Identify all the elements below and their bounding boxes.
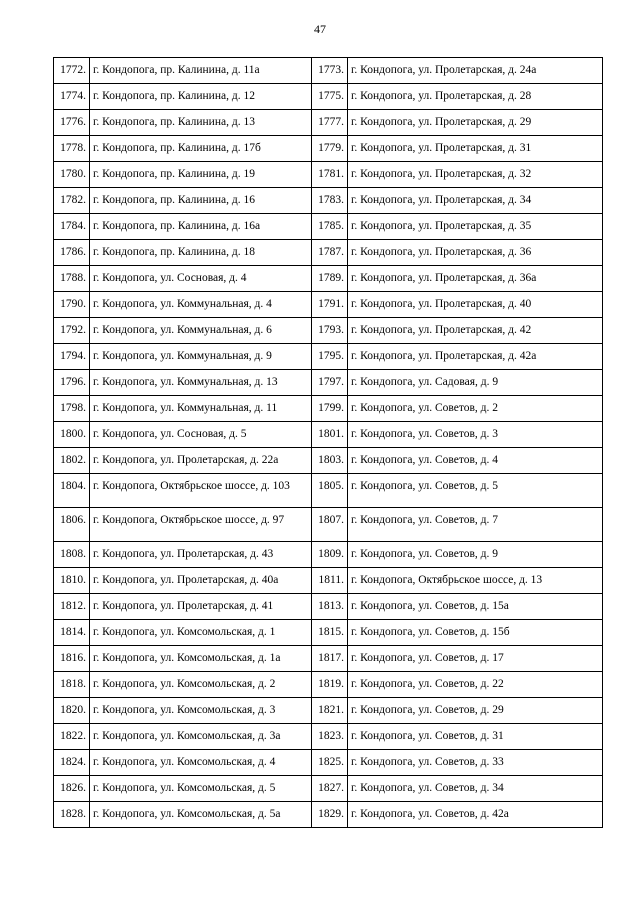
row-number-left: 1792. bbox=[54, 318, 90, 344]
table-row bbox=[54, 292, 603, 318]
address-right: г. Кондопога, ул. Советов, д. 3 bbox=[348, 422, 603, 448]
address-left: г. Кондопога, ул. Пролетарская, д. 40а bbox=[90, 568, 312, 594]
table-row bbox=[54, 542, 603, 568]
address-right: г. Кондопога, ул. Пролетарская, д. 32 bbox=[348, 162, 603, 188]
table-row bbox=[54, 266, 603, 292]
address-left: г. Кондопога, пр. Калинина, д. 11а bbox=[90, 58, 312, 84]
row-number-left: 1804. bbox=[54, 474, 90, 508]
address-left: г. Кондопога, ул. Коммунальная, д. 6 bbox=[90, 318, 312, 344]
row-number-left: 1812. bbox=[54, 594, 90, 620]
table-row bbox=[54, 568, 603, 594]
address-right: г. Кондопога, ул. Советов, д. 5 bbox=[348, 474, 603, 508]
row-number-left: 1774. bbox=[54, 84, 90, 110]
table-row bbox=[54, 724, 603, 750]
row-number-right: 1809. bbox=[312, 542, 348, 568]
address-left: г. Кондопога, ул. Комсомольская, д. 5 bbox=[90, 776, 312, 802]
row-number-left: 1798. bbox=[54, 396, 90, 422]
address-right: г. Кондопога, ул. Советов, д. 42а bbox=[348, 802, 603, 828]
row-number-right: 1801. bbox=[312, 422, 348, 448]
address-right: г. Кондопога, ул. Пролетарская, д. 24а bbox=[348, 58, 603, 84]
address-right: г. Кондопога, Октябрьское шоссе, д. 13 bbox=[348, 568, 603, 594]
address-left: г. Кондопога, пр. Калинина, д. 17б bbox=[90, 136, 312, 162]
address-right: г. Кондопога, ул. Пролетарская, д. 31 bbox=[348, 136, 603, 162]
address-left: г. Кондопога, ул. Коммунальная, д. 11 bbox=[90, 396, 312, 422]
address-right: г. Кондопога, ул. Пролетарская, д. 40 bbox=[348, 292, 603, 318]
row-number-left: 1816. bbox=[54, 646, 90, 672]
row-number-right: 1793. bbox=[312, 318, 348, 344]
table-row bbox=[54, 750, 603, 776]
row-number-right: 1775. bbox=[312, 84, 348, 110]
row-number-right: 1779. bbox=[312, 136, 348, 162]
table-row bbox=[54, 508, 603, 542]
row-number-left: 1778. bbox=[54, 136, 90, 162]
row-number-right: 1803. bbox=[312, 448, 348, 474]
address-right: г. Кондопога, ул. Советов, д. 9 bbox=[348, 542, 603, 568]
row-number-left: 1782. bbox=[54, 188, 90, 214]
address-table-body bbox=[54, 58, 603, 828]
table-row bbox=[54, 646, 603, 672]
address-left: г. Кондопога, ул. Коммунальная, д. 13 bbox=[90, 370, 312, 396]
address-right: г. Кондопога, ул. Пролетарская, д. 28 bbox=[348, 84, 603, 110]
row-number-left: 1818. bbox=[54, 672, 90, 698]
address-left: г. Кондопога, ул. Сосновая, д. 5 bbox=[90, 422, 312, 448]
row-number-right: 1819. bbox=[312, 672, 348, 698]
address-right: г. Кондопога, ул. Советов, д. 34 bbox=[348, 776, 603, 802]
table-row bbox=[54, 672, 603, 698]
row-number-left: 1790. bbox=[54, 292, 90, 318]
address-left: г. Кондопога, Октябрьское шоссе, д. 97 bbox=[90, 508, 312, 542]
row-number-right: 1813. bbox=[312, 594, 348, 620]
address-left: г. Кондопога, ул. Пролетарская, д. 22а bbox=[90, 448, 312, 474]
row-number-left: 1802. bbox=[54, 448, 90, 474]
row-number-left: 1814. bbox=[54, 620, 90, 646]
row-number-right: 1795. bbox=[312, 344, 348, 370]
row-number-right: 1773. bbox=[312, 58, 348, 84]
row-number-right: 1805. bbox=[312, 474, 348, 508]
row-number-right: 1797. bbox=[312, 370, 348, 396]
table-row bbox=[54, 214, 603, 240]
row-number-left: 1788. bbox=[54, 266, 90, 292]
address-right: г. Кондопога, ул. Пролетарская, д. 36 bbox=[348, 240, 603, 266]
address-left: г. Кондопога, ул. Комсомольская, д. 5а bbox=[90, 802, 312, 828]
address-right: г. Кондопога, ул. Советов, д. 7 bbox=[348, 508, 603, 542]
address-right: г. Кондопога, ул. Садовая, д. 9 bbox=[348, 370, 603, 396]
address-right: г. Кондопога, ул. Пролетарская, д. 34 bbox=[348, 188, 603, 214]
address-left: г. Кондопога, ул. Комсомольская, д. 3 bbox=[90, 698, 312, 724]
row-number-right: 1811. bbox=[312, 568, 348, 594]
row-number-left: 1772. bbox=[54, 58, 90, 84]
table-row bbox=[54, 802, 603, 828]
address-left: г. Кондопога, ул. Пролетарская, д. 41 bbox=[90, 594, 312, 620]
row-number-right: 1783. bbox=[312, 188, 348, 214]
row-number-right: 1777. bbox=[312, 110, 348, 136]
table-row bbox=[54, 594, 603, 620]
row-number-left: 1806. bbox=[54, 508, 90, 542]
row-number-left: 1808. bbox=[54, 542, 90, 568]
address-left: г. Кондопога, Октябрьское шоссе, д. 103 bbox=[90, 474, 312, 508]
page-number: 47 bbox=[314, 22, 326, 36]
address-left: г. Кондопога, ул. Комсомольская, д. 2 bbox=[90, 672, 312, 698]
row-number-left: 1794. bbox=[54, 344, 90, 370]
table-row bbox=[54, 448, 603, 474]
address-left: г. Кондопога, пр. Калинина, д. 19 bbox=[90, 162, 312, 188]
address-right: г. Кондопога, ул. Советов, д. 15б bbox=[348, 620, 603, 646]
address-right: г. Кондопога, ул. Пролетарская, д. 36а bbox=[348, 266, 603, 292]
row-number-left: 1820. bbox=[54, 698, 90, 724]
row-number-right: 1817. bbox=[312, 646, 348, 672]
address-right: г. Кондопога, ул. Пролетарская, д. 42а bbox=[348, 344, 603, 370]
address-right: г. Кондопога, ул. Советов, д. 17 bbox=[348, 646, 603, 672]
row-number-right: 1821. bbox=[312, 698, 348, 724]
row-number-right: 1807. bbox=[312, 508, 348, 542]
row-number-right: 1785. bbox=[312, 214, 348, 240]
row-number-left: 1810. bbox=[54, 568, 90, 594]
row-number-right: 1799. bbox=[312, 396, 348, 422]
table-row bbox=[54, 318, 603, 344]
address-right: г. Кондопога, ул. Советов, д. 22 bbox=[348, 672, 603, 698]
row-number-right: 1791. bbox=[312, 292, 348, 318]
address-left: г. Кондопога, пр. Калинина, д. 18 bbox=[90, 240, 312, 266]
address-left: г. Кондопога, ул. Комсомольская, д. 3а bbox=[90, 724, 312, 750]
address-right: г. Кондопога, ул. Советов, д. 15а bbox=[348, 594, 603, 620]
table-row bbox=[54, 422, 603, 448]
table-row bbox=[54, 110, 603, 136]
address-right: г. Кондопога, ул. Советов, д. 33 bbox=[348, 750, 603, 776]
row-number-right: 1827. bbox=[312, 776, 348, 802]
address-left: г. Кондопога, пр. Калинина, д. 13 bbox=[90, 110, 312, 136]
table-row bbox=[54, 698, 603, 724]
row-number-left: 1784. bbox=[54, 214, 90, 240]
row-number-left: 1822. bbox=[54, 724, 90, 750]
row-number-right: 1825. bbox=[312, 750, 348, 776]
address-table bbox=[53, 57, 603, 828]
row-number-right: 1781. bbox=[312, 162, 348, 188]
row-number-right: 1789. bbox=[312, 266, 348, 292]
row-number-left: 1776. bbox=[54, 110, 90, 136]
table-row bbox=[54, 136, 603, 162]
row-number-right: 1823. bbox=[312, 724, 348, 750]
address-left: г. Кондопога, ул. Пролетарская, д. 43 bbox=[90, 542, 312, 568]
table-row bbox=[54, 58, 603, 84]
table-row bbox=[54, 240, 603, 266]
row-number-left: 1824. bbox=[54, 750, 90, 776]
address-left: г. Кондопога, ул. Комсомольская, д. 1 bbox=[90, 620, 312, 646]
row-number-left: 1826. bbox=[54, 776, 90, 802]
address-left: г. Кондопога, ул. Комсомольская, д. 4 bbox=[90, 750, 312, 776]
address-right: г. Кондопога, ул. Пролетарская, д. 42 bbox=[348, 318, 603, 344]
address-right: г. Кондопога, ул. Советов, д. 2 bbox=[348, 396, 603, 422]
table-row bbox=[54, 396, 603, 422]
row-number-left: 1786. bbox=[54, 240, 90, 266]
table-row bbox=[54, 162, 603, 188]
address-left: г. Кондопога, ул. Коммунальная, д. 4 bbox=[90, 292, 312, 318]
table-row bbox=[54, 344, 603, 370]
table-row bbox=[54, 474, 603, 508]
table-row bbox=[54, 188, 603, 214]
address-left: г. Кондопога, ул. Сосновая, д. 4 bbox=[90, 266, 312, 292]
address-right: г. Кондопога, ул. Пролетарская, д. 29 bbox=[348, 110, 603, 136]
row-number-left: 1828. bbox=[54, 802, 90, 828]
address-left: г. Кондопога, пр. Калинина, д. 16а bbox=[90, 214, 312, 240]
table-row bbox=[54, 776, 603, 802]
table-row bbox=[54, 84, 603, 110]
table-row bbox=[54, 620, 603, 646]
row-number-right: 1829. bbox=[312, 802, 348, 828]
address-right: г. Кондопога, ул. Пролетарская, д. 35 bbox=[348, 214, 603, 240]
address-left: г. Кондопога, пр. Калинина, д. 16 bbox=[90, 188, 312, 214]
address-right: г. Кондопога, ул. Советов, д. 31 bbox=[348, 724, 603, 750]
row-number-right: 1787. bbox=[312, 240, 348, 266]
address-right: г. Кондопога, ул. Советов, д. 29 bbox=[348, 698, 603, 724]
address-left: г. Кондопога, ул. Комсомольская, д. 1а bbox=[90, 646, 312, 672]
address-left: г. Кондопога, ул. Коммунальная, д. 9 bbox=[90, 344, 312, 370]
row-number-left: 1800. bbox=[54, 422, 90, 448]
address-right: г. Кондопога, ул. Советов, д. 4 bbox=[348, 448, 603, 474]
row-number-left: 1780. bbox=[54, 162, 90, 188]
row-number-left: 1796. bbox=[54, 370, 90, 396]
row-number-right: 1815. bbox=[312, 620, 348, 646]
address-left: г. Кондопога, пр. Калинина, д. 12 bbox=[90, 84, 312, 110]
table-row bbox=[54, 370, 603, 396]
